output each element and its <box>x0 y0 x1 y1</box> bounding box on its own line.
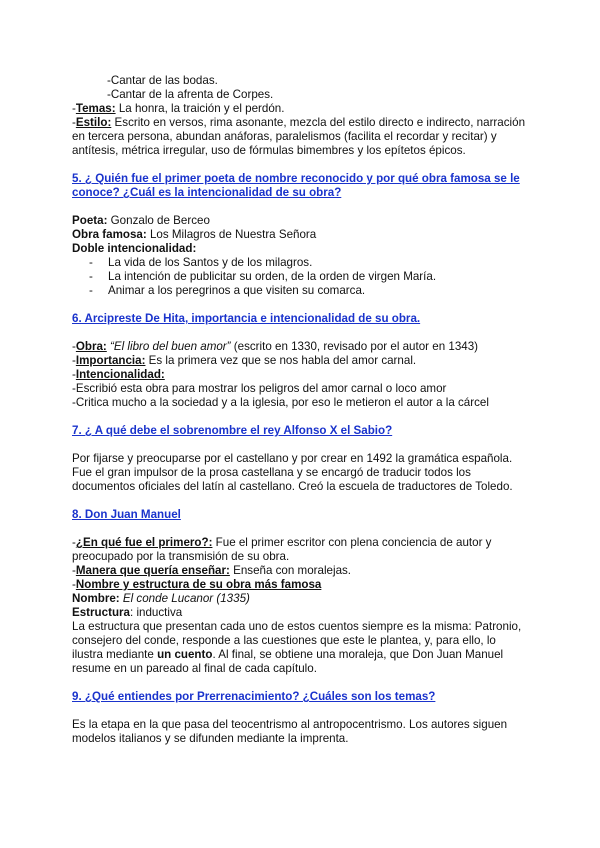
obra-line: -Obra: “El libro del buen amor” (escrito en 1330, revisado por el autor en 1343) <box>72 340 479 353</box>
manera-line: -Manera que quería enseñar: Enseña con moralejas. <box>72 564 352 577</box>
cantar-bodas: -Cantar de las bodas. <box>107 74 218 87</box>
importancia-label: Importancia: <box>75 354 146 367</box>
temas-line: -Temas: La honra, la traición y el perdón. <box>72 102 285 115</box>
nombre-estructura-line: -Nombre y estructura de su obra más famosa <box>72 578 322 591</box>
obra-famosa-value: Los Milagros de Nuestra Señora <box>146 228 317 241</box>
estilo-paragraph: -Estilo: Escrito en versos, rima asonante, mezcla del estilo directo e indirecto, narración en tercera persona, abundan anáforas, paralelismos (facilita el recordar y recitar) y antítesis, métrica irregular, uso de fórmulas bimembres y los epítetos épicos. <box>72 116 526 157</box>
poeta-line <box>72 214 530 228</box>
estructura-label: Estructura <box>72 606 130 619</box>
nombre-line <box>72 592 530 606</box>
un-cuento-bold: un cuento <box>157 648 213 661</box>
estructura-line <box>72 606 530 620</box>
doble-intencionalidad-label: Doble intencionalidad: <box>72 242 197 255</box>
intencionalidad-label: Intencionalidad: <box>75 368 165 381</box>
temas-text: La honra, la traición y el perdón. <box>115 102 285 115</box>
estilo-text: Escrito en versos, rima asonante, mezcla del estilo directo e indirecto, narración en tercera persona, abundan anáforas, paralelismos (facilita el recordar y recitar) y antítesis, métrica irregular, uso de fórmulas bimembres y los epítetos épicos. <box>72 116 526 157</box>
primero-paragraph: -¿En qué fue el primero?: Fue el primer escritor con plena conciencia de autor y preocupado por la transmisión de su obra. <box>72 536 492 563</box>
obra-title: “El libro del buen amor” <box>110 340 231 353</box>
q9-answer: Es la etapa en la que pasa del teocentrismo al antropocentrismo. Los autores siguen modelos italianos y se difunden mediante la imprenta. <box>72 718 508 745</box>
q6-heading[interactable]: 6. Arcipreste De Hita, importancia e intencionalidad de su obra. <box>72 312 421 325</box>
importancia-text: Es la primera vez que se nos habla del amor carnal. <box>145 354 417 367</box>
nombre-title: El conde Lucanor (1335) <box>122 592 250 605</box>
list-item: - La vida de los Santos y de los milagros. <box>89 256 313 269</box>
manera-text: Enseña con moralejas. <box>229 564 352 577</box>
poeta-label: Poeta: <box>72 214 108 227</box>
list-item: - Animar a los peregrinos a que visiten su comarca. <box>89 284 366 297</box>
manera-label: Manera que quería enseñar: <box>75 564 230 577</box>
list-item: - La intención de publicitar su orden, de la orden de virgen María. <box>89 270 437 283</box>
estructura-text: : inductiva <box>130 606 183 619</box>
temas-label: Temas: <box>75 102 116 115</box>
cantar-afrenta: -Cantar de la afrenta de Corpes. <box>107 88 274 101</box>
q5-heading[interactable]: 5. ¿ Quién fue el primer poeta de nombre reconocido y por qué obra famosa se le conoce? ¿Cuál es la intencionalidad de su obra? <box>72 172 520 199</box>
intencionalidad-line: -Intencionalidad: <box>72 368 165 381</box>
primero-label: ¿En qué fue el primero?: <box>75 536 213 549</box>
document-page <box>72 74 530 746</box>
primero-text: Fue el primer escritor con plena conciencia de autor y preocupado por la transmisión de su obra. <box>72 536 492 563</box>
nombre-label: Nombre: <box>72 592 120 605</box>
poeta-value: Gonzalo de Berceo <box>107 214 210 227</box>
q8-heading[interactable]: 8. Don Juan Manuel <box>72 508 181 521</box>
estilo-label: Estilo: <box>75 116 112 129</box>
obra-rest: (escrito en 1330, revisado por el autor en 1343) <box>230 340 479 353</box>
q7-heading[interactable]: 7. ¿ A qué debe el sobrenombre el rey Alfonso X el Sabio? <box>72 424 393 437</box>
obra-label: Obra: <box>75 340 107 353</box>
q9-heading[interactable]: 9. ¿Qué entiendes por Prerrenacimiento? ¿Cuáles son los temas? <box>72 690 436 703</box>
intencionalidad-item: -Critica mucho a la sociedad y a la iglesia, por eso le metieron el autor a la cárcel <box>72 396 489 409</box>
obra-famosa-line <box>72 228 530 242</box>
importancia-line: -Importancia: Es la primera vez que se nos habla del amor carnal. <box>72 354 417 367</box>
q7-answer: Por fijarse y preocuparse por el castellano y por crear en 1492 la gramática española. Fue el gran impulsor de la prosa castellana y se encargó de traducir todos los documentos oficiales del latín al castellano. Creó la escuela de traductores de Toledo. <box>72 452 513 493</box>
obra-famosa-label: Obra famosa: <box>72 228 147 241</box>
estructura-paragraph: La estructura que presentan cada uno de estos cuentos siempre es la misma: Patronio, consejero del conde, responde a las cuestiones que este le plantea, y, para ello, lo ilustra mediante un cuento. Al final, se obtiene una moraleja, que Don Juan Manuel resume en un pareado al final de cada capítulo. <box>72 620 522 675</box>
nombre-estructura-heading: Nombre y estructura de su obra más famosa <box>75 578 322 591</box>
intencionalidad-item: -Escribió esta obra para mostrar los peligros del amor carnal o loco amor <box>72 382 447 395</box>
